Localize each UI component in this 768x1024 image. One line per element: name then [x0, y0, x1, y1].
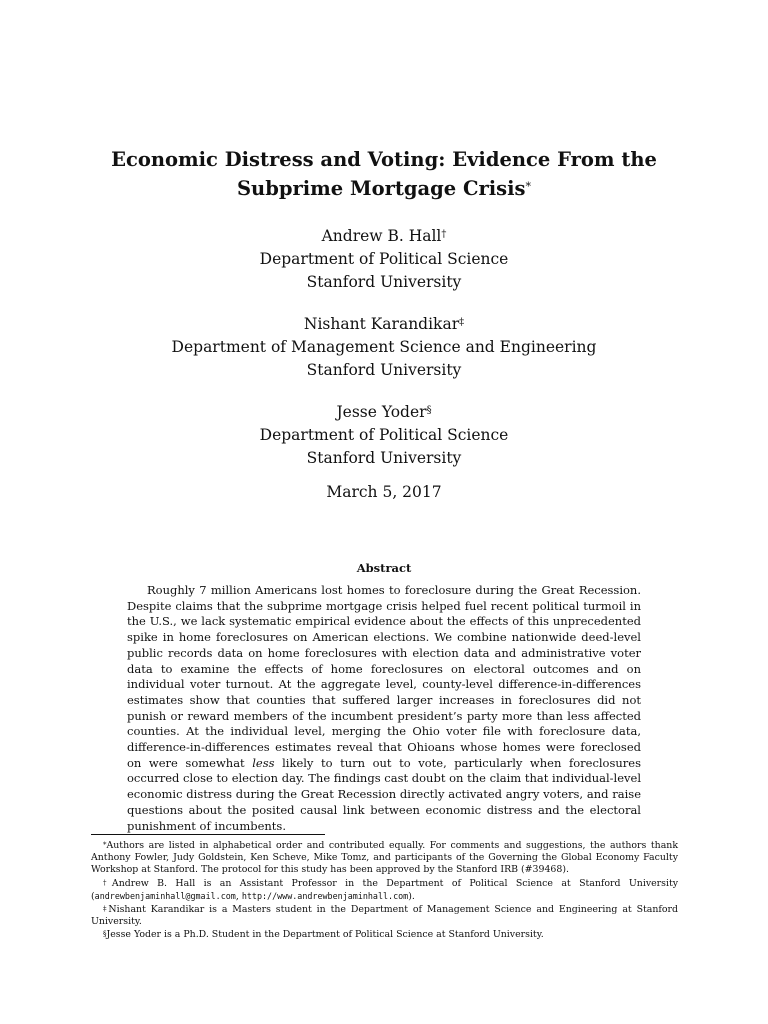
author-block: [0, 225, 768, 294]
footnote-rule: [91, 834, 325, 835]
author-block: [0, 401, 768, 470]
footnote-text: Andrew B. Hall is an Assistant Professor in the Department of Political Science at Stanford University (: [91, 877, 679, 902]
footnote-mark: *: [103, 841, 107, 849]
author-name-text: Jesse Yoder: [336, 403, 427, 421]
footnote: [91, 840, 678, 877]
footnote: [91, 904, 678, 928]
author-name: [0, 225, 768, 248]
author-name: [0, 401, 768, 424]
author-footnote-mark: ‡: [459, 317, 465, 328]
abstract-heading: Abstract: [356, 561, 412, 575]
footnote-text: Nishant Karandikar is a Masters student in the Department of Management Science and Engineering at Stanford University.: [91, 904, 679, 928]
footnote: [91, 878, 678, 903]
abstract-text-part-2: likely to turn out to vote, particularly when foreclosures occurred close to election day. The findings cast doubt on the claim that individual-level economic distress during the Great Recession directly activated angry voters, and raise questions about the posited causal link between economic distress and the electoral punishment of incumbents.: [127, 755, 641, 833]
abstract-emphasis: less: [252, 755, 275, 770]
footnote-mark: †: [103, 878, 112, 887]
title-footnote-mark: *: [525, 180, 532, 193]
paper-title: [0, 145, 768, 203]
title-line-2: [0, 174, 768, 203]
author-department: Department of Management Science and Engineering: [171, 338, 597, 356]
footnote-end: ).: [408, 890, 415, 902]
footnote: [91, 929, 678, 941]
author-footnote-mark: §: [426, 405, 432, 416]
title-line-1: Economic Distress and Voting: Evidence From the: [111, 148, 657, 171]
footnote-separator: ,: [235, 890, 242, 902]
author-block: [0, 313, 768, 382]
author-department: Department of Political Science: [259, 250, 509, 268]
author-name-text: Andrew B. Hall: [321, 227, 442, 245]
title-line-2-text: Subprime Mortgage Crisis: [236, 177, 526, 200]
paper-date: March 5, 2017: [326, 483, 442, 501]
footnote-text: Authors are listed in alphabetical order and contributed equally. For comments and suggestions, the authors thank Anthony Fowler, Judy Goldstein, Ken Scheve, Mike Tomz, and participants of the Governing the Global Economy Faculty Workshop at Stanford. The protocol for this study has been approved by the Stanford IRB (#39468).: [91, 840, 678, 876]
footnote-text: Jesse Yoder is a Ph.D. Student in the Department of Political Science at Stanford University.: [106, 929, 544, 941]
abstract-text-part-1: Roughly 7 million Americans lost homes to foreclosure during the Great Recession. Despite claims that the subprime mortgage crisis helped fuel recent political turmoil in the U.S., we lack systematic empirical evidence about the effects of this unprecedented spike in home foreclosures on American elections. We combine nationwide deed-level public records data on home foreclosures with election data and administrative voter data to examine the effects of home foreclosures on electoral outcomes and on individual voter turnout. At the aggregate level, county-level difference-in-differences estimates show that counties that suffered larger increases in foreclosures did not punish or reward members of the incumbent president’s party more than less affected counties. At the individual level, merging the Ohio voter file with foreclosure data, difference-in-differences estimates reveal that Ohioans whose homes were foreclosed on were somewhat: [127, 583, 641, 770]
footnote-mark: ‡: [103, 905, 109, 914]
author-footnote-mark: †: [441, 229, 447, 240]
author-name-text: Nishant Karandikar: [303, 315, 460, 333]
author-affiliation: Stanford University: [306, 273, 462, 291]
abstract-text: [127, 583, 641, 834]
author-name: [0, 313, 768, 336]
author-email-link[interactable]: andrewbenjaminhall@gmail.com: [94, 890, 236, 901]
author-affiliation: Stanford University: [306, 449, 462, 467]
author-website-link[interactable]: http://www.andrewbenjaminhall.com: [241, 890, 409, 901]
author-department: Department of Political Science: [259, 426, 509, 444]
author-affiliation: Stanford University: [306, 361, 462, 379]
footnote-mark: §: [103, 930, 107, 939]
footnotes: [91, 840, 678, 943]
